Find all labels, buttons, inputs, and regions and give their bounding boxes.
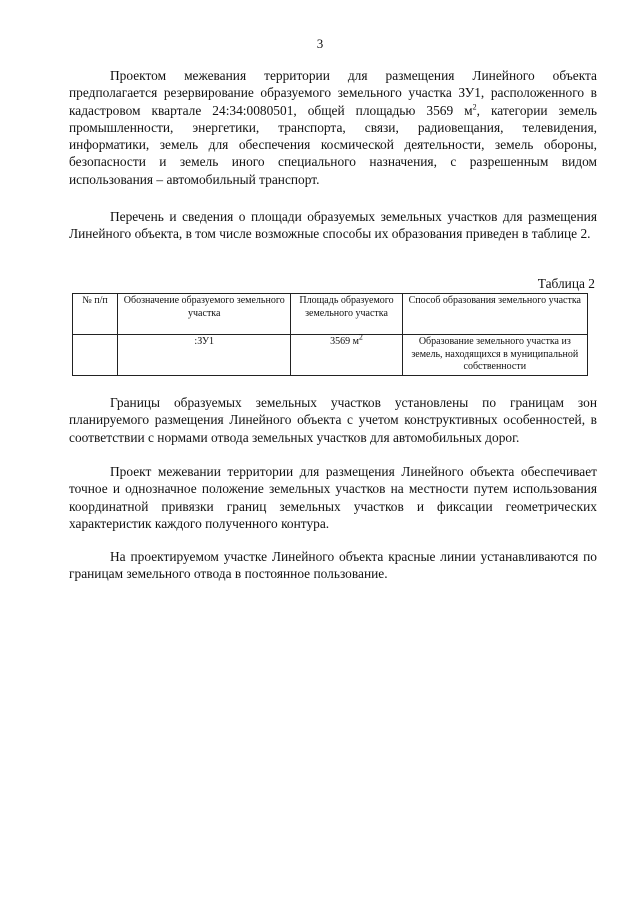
- cell-area: [291, 332, 402, 376]
- paragraph-project: [69, 463, 597, 532]
- paragraph-1-tail: , категории земель промышленности, энергетики, транспорта, связи, радиовещания, телевидения, информатики, земель для обеспечения космической деятельности, земель обороны, безопасности и земель иного специального назначения, с разрешенным видом использования – автомобильный транспорт.: [69, 102, 597, 187]
- cell-area-value: 3569 м: [330, 336, 359, 347]
- table-caption: Таблица 2: [537, 276, 595, 291]
- header-designation: Обозначение образуемого земельного участка: [118, 294, 291, 335]
- table-row: [73, 335, 588, 376]
- cell-number: [73, 335, 118, 376]
- land-plot-table: [72, 293, 588, 376]
- paragraph-reservation: [69, 67, 597, 188]
- cell-designation: :ЗУ1: [118, 335, 291, 376]
- header-area: Площадь образуемого земельного участка: [291, 294, 402, 335]
- paragraph-5-text: На проектируемом участке Линейного объекта красные линии устанавливаются по границам земельного отвода в постоянное пользование.: [69, 549, 597, 582]
- paragraph-3-text: Границы образуемых земельных участков установлены по границам зон планируемого размещения Линейного объекта с учетом конструктивных особенностей, в соответствии с нормами отвода земельных участков для автомобильных дорог.: [69, 395, 597, 445]
- paragraph-boundaries: [69, 394, 597, 446]
- paragraph-list-intro: [69, 208, 597, 243]
- header-method: Способ образования земельного участка: [402, 294, 587, 335]
- superscript: 2: [472, 102, 477, 112]
- header-number: № п/п: [73, 294, 118, 335]
- paragraph-2-text: Перечень и сведения о площади образуемых земельных участков для размещения Линейного объекта, в том числе возможные способы их образования приведен в таблице 2.: [69, 209, 597, 242]
- cell-method: Образование земельного участка из земель, находящихся в муниципальной собственности: [402, 335, 587, 376]
- paragraph-red-lines: [69, 548, 597, 583]
- page-number: 3: [316, 36, 324, 51]
- cell-area-sup: 2: [358, 332, 363, 342]
- paragraph-1-text: Проектом межевания территории для размещения Линейного объекта предполагается резервирование образуемого земельного участка ЗУ1, расположенного в кадастровом квартале 24:34:0080501, общей площадью 3569 м: [69, 68, 597, 118]
- paragraph-4-text: Проект межевании территории для размещения Линейного объекта обеспечивает точное и однозначное положение земельных участков на местности путем использования координатной привязки границ земельных участков и фиксации геометрических характеристик каждого полученного контура.: [69, 464, 597, 531]
- table-header-row: [73, 294, 588, 335]
